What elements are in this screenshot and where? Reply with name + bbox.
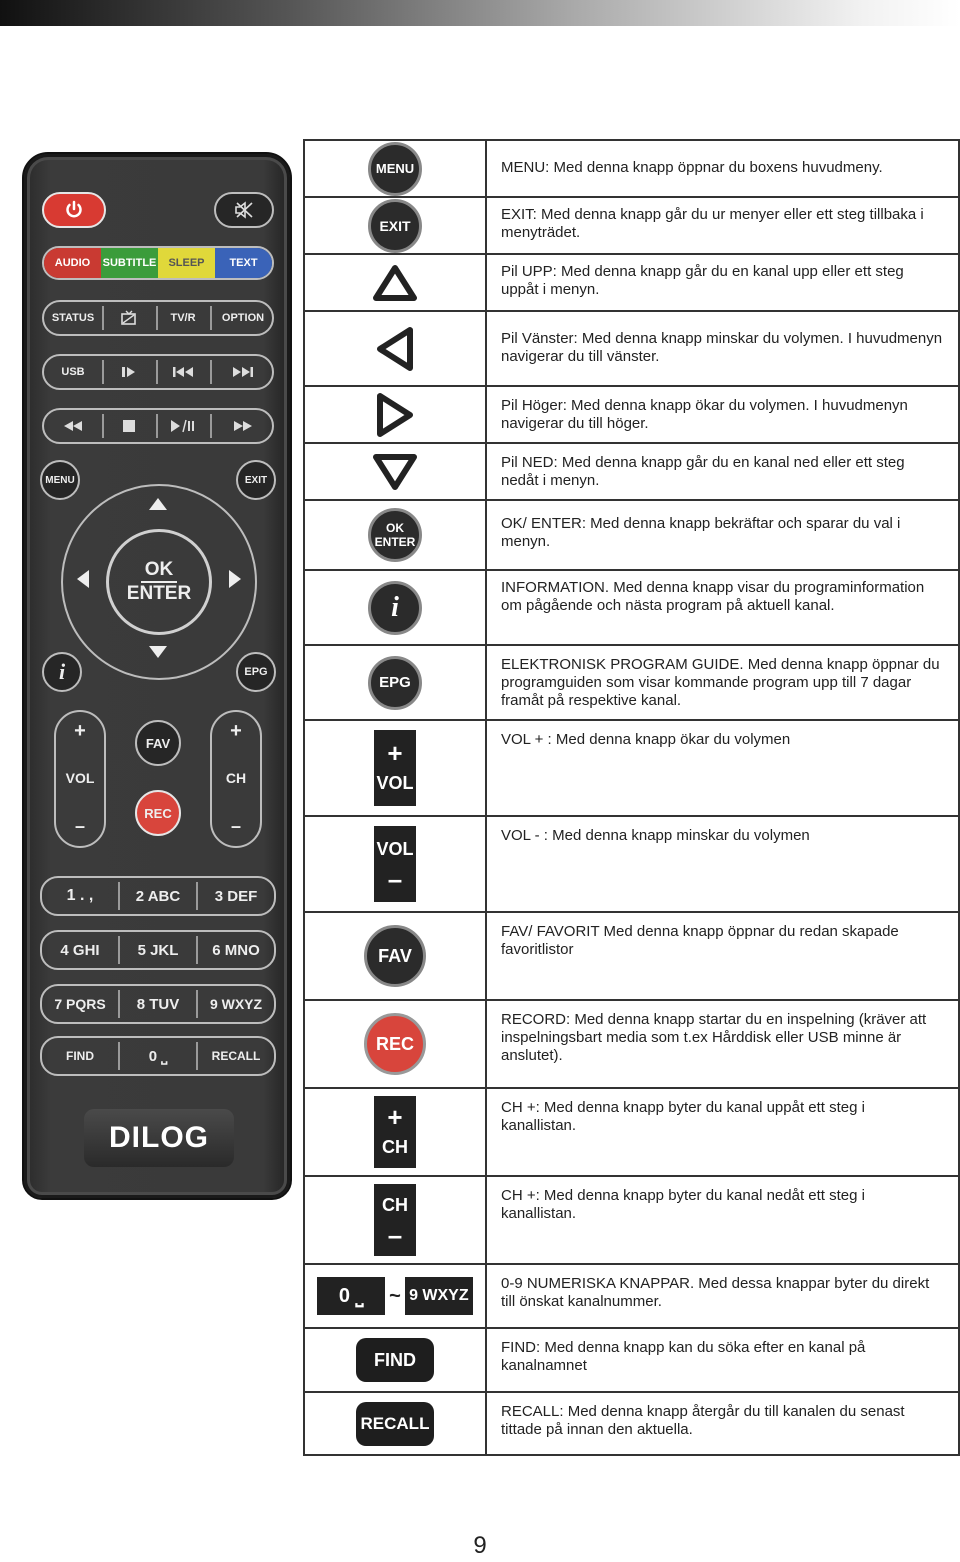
table-row — [304, 1392, 959, 1455]
vol-label: VOL — [376, 839, 414, 859]
table-row — [304, 570, 959, 645]
row-text: CH +: Med denna knapp byter du kanal nedåt ett steg i kanallistan. — [486, 1176, 959, 1264]
tv-icon — [104, 302, 154, 334]
table-row — [304, 1088, 959, 1176]
row-text: RECORD: Med denna knapp startar du en inspelning (kräver att inspelningsbart media som t.ex Hårddisk eller USB minne är anslutet). — [486, 1000, 959, 1088]
ok-enter-button-icon — [368, 508, 422, 562]
ch-minus-label: – — [230, 816, 241, 836]
ok-label: OK — [386, 521, 404, 535]
arrow-up-icon — [372, 263, 418, 303]
row-text: Pil NED: Med denna knapp går du en kanal ned eller ett steg nedåt i menyn. — [486, 443, 959, 500]
recall-button-icon: RECALL — [356, 1402, 434, 1446]
channel-rocker — [210, 710, 262, 848]
ch-plus-icon — [374, 1096, 416, 1168]
key-7: 7 PQRS — [54, 996, 106, 1012]
ch-minus-icon — [374, 1184, 416, 1256]
vol-minus-icon — [374, 826, 416, 902]
info-icon: i — [368, 581, 422, 635]
arrow-down-icon — [149, 646, 167, 658]
key-0-icon: 0 ⎵ — [317, 1277, 385, 1315]
rewind-icon — [44, 410, 102, 442]
row-text: ELEKTRONISK PROGRAM GUIDE. Med denna knapp öppnar du programguiden som visar kommande program upp till 7 dagar framåt på respektive kanal. — [486, 645, 959, 720]
table-row — [304, 443, 959, 500]
fav-button-icon: FAV — [364, 925, 426, 987]
brand-logo: DILOG — [84, 1109, 234, 1167]
table-row — [304, 197, 959, 254]
button-description-table — [303, 139, 960, 1456]
mute-button — [214, 192, 274, 228]
key-9: 9 WXYZ — [209, 996, 263, 1012]
plus-label: + — [387, 1102, 403, 1132]
ok-enter-button — [106, 529, 212, 635]
table-row — [304, 1264, 959, 1328]
find-button-icon: FIND — [356, 1338, 434, 1382]
row-text: VOL + : Med denna knapp ökar du volymen — [486, 720, 959, 816]
header-gradient-bar — [0, 0, 960, 26]
find-key: FIND — [66, 1049, 94, 1063]
row-text: CH +: Med denna knapp byter du kanal uppåt ett steg i kanallistan. — [486, 1088, 959, 1176]
arrow-right-icon — [375, 392, 415, 438]
exit-button-icon: EXIT — [368, 199, 422, 253]
status-button: STATUS — [51, 312, 95, 324]
volume-rocker — [54, 710, 106, 848]
remote-info-button — [42, 652, 82, 692]
table-row — [304, 254, 959, 311]
key-8: 8 TUV — [136, 995, 180, 1013]
page-number: 9 — [473, 1532, 487, 1559]
play-pause-icon — [158, 410, 208, 442]
ch-label: CH — [382, 1137, 408, 1157]
menu-button-icon: MENU — [368, 142, 422, 196]
enter-label: ENTER — [374, 535, 416, 549]
table-row — [304, 311, 959, 386]
arrow-right-icon — [229, 570, 241, 588]
key-0: 0 ⎵ — [148, 1047, 168, 1065]
remote-menu-button: MENU — [40, 460, 80, 500]
key-6: 6 MNO — [212, 941, 260, 959]
row-text: OK/ ENTER: Med denna knapp bekräftar och sparar du val i menyn. — [486, 500, 959, 570]
previous-icon — [158, 356, 208, 388]
row-text: FAV/ FAVORIT Med denna knapp öppnar du redan skapade favoritlistor — [486, 912, 959, 1000]
status-row — [42, 300, 274, 336]
key-5: 5 JKL — [137, 941, 179, 959]
table-row — [304, 1176, 959, 1264]
recall-key: RECALL — [211, 1049, 261, 1063]
key-2: 2 ABC — [135, 887, 181, 905]
next-icon — [212, 356, 274, 388]
tvr-button: TV/R — [170, 312, 196, 324]
power-icon — [64, 200, 84, 220]
ok-label: OK — [141, 559, 178, 583]
mute-icon — [233, 201, 255, 219]
row-text: EXIT: Med denna knapp går du ur menyer eller ett steg tillbaka i menyträdet. — [486, 197, 959, 254]
audio-button: AUDIO — [44, 248, 101, 278]
ch-label: CH — [225, 770, 247, 786]
row-text: VOL - : Med denna knapp minskar du volymen — [486, 816, 959, 912]
vol-plus-label: + — [74, 720, 86, 742]
table-row — [304, 386, 959, 443]
enter-label: ENTER — [126, 583, 192, 604]
number-row-2 — [40, 930, 276, 970]
option-button: OPTION — [221, 312, 265, 324]
row-text: 0-9 NUMERISKA KNAPPAR. Med dessa knappar byter du direkt till önskat kanalnummer. — [486, 1264, 959, 1328]
row-text: FIND: Med denna knapp kan du söka efter en kanal på kanalnamnet — [486, 1328, 959, 1392]
key-4: 4 GHI — [60, 941, 100, 959]
stop-icon — [104, 410, 154, 442]
rec-button-icon: REC — [364, 1013, 426, 1075]
row-text: RECALL: Med denna knapp återgår du till kanalen du senast tittade på innan den aktuella. — [486, 1392, 959, 1455]
row-text: MENU: Med denna knapp öppnar du boxens huvudmeny. — [486, 140, 959, 197]
remote-epg-button: EPG — [236, 652, 276, 692]
key-9-icon: 9 WXYZ — [405, 1277, 473, 1315]
remote-fav-button: FAV — [135, 720, 181, 766]
remote-rec-button: REC — [135, 790, 181, 836]
playback-row — [42, 408, 274, 444]
row-text: Pil Vänster: Med denna knapp minskar du volymen. I huvudmenyn navigerar du till vänster. — [486, 311, 959, 386]
table-row — [304, 645, 959, 720]
minus-label: – — [387, 1220, 403, 1250]
number-row-3 — [40, 984, 276, 1024]
arrow-left-icon — [77, 570, 89, 588]
vol-plus-icon — [374, 730, 416, 806]
usb-row — [42, 354, 274, 390]
table-row — [304, 720, 959, 816]
number-row-4 — [40, 1036, 276, 1076]
remote-exit-button: EXIT — [236, 460, 276, 500]
row-text: INFORMATION. Med denna knapp visar du programinformation om pågående och nästa program på aktuell kanal. — [486, 570, 959, 645]
subtitle-button: SUBTITLE — [101, 248, 158, 278]
text-button: TEXT — [215, 248, 272, 278]
plus-label: + — [387, 738, 403, 768]
power-button — [42, 192, 106, 228]
remote-control — [22, 152, 292, 1200]
vol-label: VOL — [376, 773, 414, 793]
row-text: Pil Höger: Med denna knapp ökar du volymen. I huvudmenyn navigerar du till höger. — [486, 386, 959, 443]
key-1: 1 . , — [66, 887, 94, 904]
arrow-down-icon — [372, 452, 418, 492]
row-text: Pil UPP: Med denna knapp går du en kanal upp eller ett steg uppåt i menyn. — [486, 254, 959, 311]
minus-label: – — [387, 864, 403, 894]
table-row — [304, 140, 959, 197]
key-3: 3 DEF — [214, 887, 258, 905]
sleep-button: SLEEP — [158, 248, 215, 278]
table-row — [304, 912, 959, 1000]
table-row — [304, 1000, 959, 1088]
info-icon: i — [58, 659, 66, 684]
tilde-label: ~ — [389, 1284, 401, 1307]
ch-plus-label: + — [230, 720, 242, 742]
table-row — [304, 1328, 959, 1392]
fast-forward-icon — [212, 410, 274, 442]
vol-minus-label: – — [74, 816, 85, 836]
epg-button-icon: EPG — [368, 656, 422, 710]
color-buttons-row — [42, 246, 274, 280]
ch-label: CH — [382, 1195, 408, 1215]
usb-button: USB — [61, 366, 85, 378]
vol-label: VOL — [65, 770, 95, 786]
arrow-left-icon — [375, 326, 415, 372]
table-row — [304, 816, 959, 912]
number-row-1 — [40, 876, 276, 916]
arrow-up-icon — [149, 498, 167, 510]
table-row — [304, 500, 959, 570]
step-icon — [104, 356, 154, 388]
